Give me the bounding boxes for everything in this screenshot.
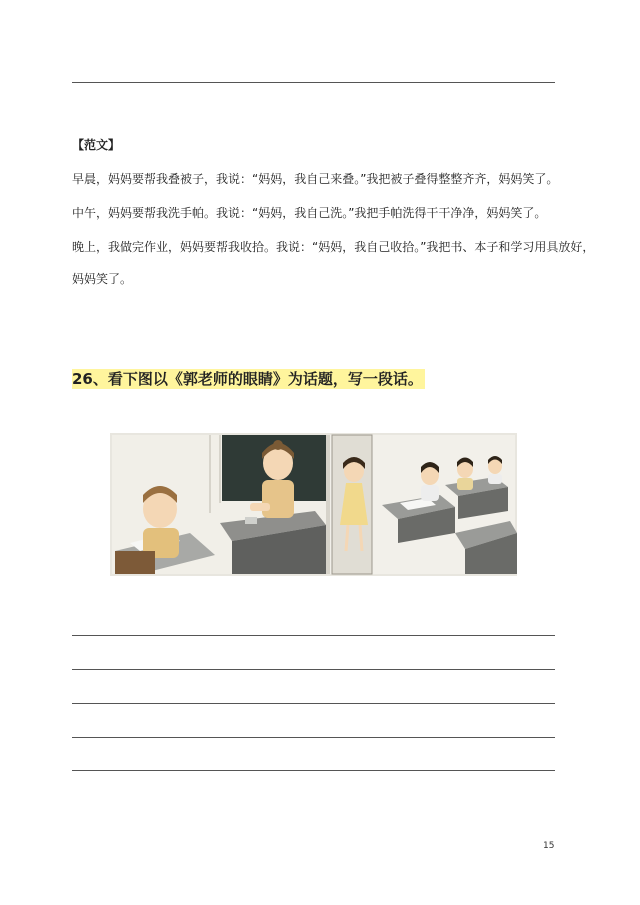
- example-line-4: 妈妈笑了。: [72, 272, 133, 286]
- question-text: 26、看下图以《郭老师的眼睛》为话题，写一段话。: [72, 370, 423, 388]
- illustration-right-panel: [330, 435, 517, 574]
- example-label: 【范文】: [72, 138, 121, 152]
- writing-line-5: [72, 770, 555, 771]
- writing-line-1: [72, 635, 555, 636]
- writing-line-3: [72, 703, 555, 704]
- question-26: [72, 368, 425, 389]
- writing-line-2: [72, 669, 555, 670]
- page-number: 15: [543, 841, 555, 851]
- top-divider: [72, 82, 555, 83]
- example-line-1: 早晨，妈妈要帮我叠被子，我说：“妈妈，我自己来叠。”我把被子叠得整整齐齐，妈妈笑了。: [72, 172, 559, 186]
- example-line-2: 中午，妈妈要帮我洗手帕。我说：“妈妈，我自己洗。”我把手帕洗得干干净净，妈妈笑了。: [72, 206, 547, 220]
- illustration: [110, 433, 517, 576]
- writing-line-4: [72, 737, 555, 738]
- example-line-3: 晚上，我做完作业，妈妈要帮我收拾。我说：“妈妈，我自己收拾。”我把书、本子和学习用具放好，: [72, 240, 595, 254]
- illustration-left-panel: [112, 435, 326, 574]
